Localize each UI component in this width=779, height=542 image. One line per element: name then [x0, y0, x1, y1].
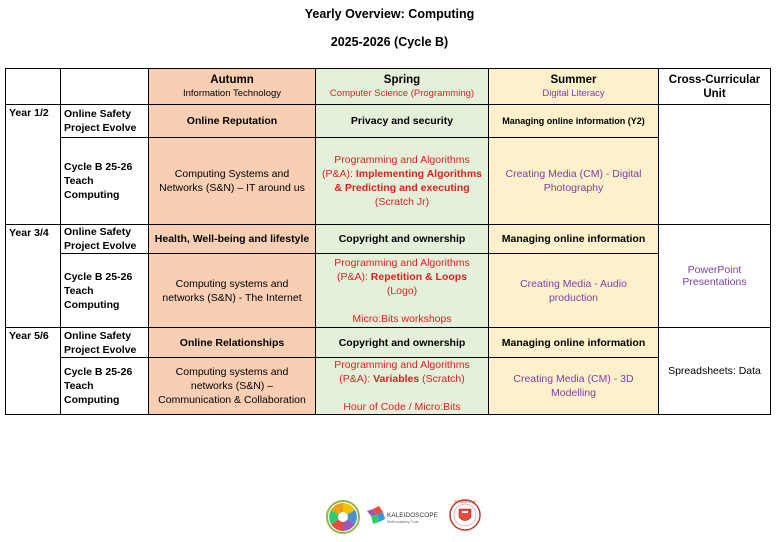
spring-teach-computing: Programming and Algorithms (P&A): Variables (Scratch) Hour of Code / Micro:Bits — [316, 358, 489, 415]
blank-header — [6, 69, 61, 105]
spring-online-safety: Copyright and ownership — [316, 225, 489, 254]
page-subtitle: 2025-2026 (Cycle B) — [330, 35, 449, 49]
logo-strip — [323, 497, 483, 537]
autumn-teach-computing: Computing systems and networks (S&N) – Communication & Collaboration — [149, 358, 316, 415]
summer-header: Summer Digital Literacy — [489, 69, 659, 105]
table-row — [6, 358, 771, 415]
kaleidoscope-logo — [367, 506, 439, 524]
spring-online-safety: Privacy and security — [316, 105, 489, 138]
logos-graphic — [323, 497, 483, 537]
summer-teach-computing: Creating Media - Audio production — [489, 254, 659, 328]
header-row — [6, 69, 771, 105]
autumn-online-safety: Online Relationships — [149, 328, 316, 358]
online-safety-label: Online Safety Project Evolve — [61, 328, 149, 358]
autumn-online-safety: Health, Well-being and lifestyle — [149, 225, 316, 254]
autumn-online-safety: Online Reputation — [149, 105, 316, 138]
table-row — [6, 138, 771, 225]
online-safety-label: Online Safety Project Evolve — [61, 105, 149, 138]
autumn-header: Autumn Information Technology — [149, 69, 316, 105]
teach-computing-label: Cycle B 25-26 Teach Computing — [61, 358, 149, 415]
autumn-teach-computing: Computing Systems and Networks (S&N) – IT around us — [149, 138, 316, 225]
spring-header: Spring Computer Science (Programming) — [316, 69, 489, 105]
table-row — [6, 328, 771, 358]
page-title: Yearly Overview: Computing — [304, 7, 475, 21]
table-row — [6, 254, 771, 328]
kaleidoscope-wordmark: KALEIDOSCOPE — [387, 512, 438, 519]
crest-text: ST MARTIN'S — [454, 500, 476, 504]
spring-teach-computing: Programming and Algorithms (P&A): Implementing Algorithms & Predicting and executing (Scratch Jr) — [316, 138, 489, 225]
summer-online-safety: Managing online information — [489, 328, 659, 358]
school-crest-logo — [450, 500, 480, 530]
cross-curricular-cell: Spreadsheets: Data — [659, 328, 771, 415]
year-label: Year 3/4 — [6, 225, 61, 328]
table-row — [6, 225, 771, 254]
cross-curricular-cell: PowerPoint Presentations — [659, 225, 771, 328]
table-row — [6, 105, 771, 138]
year-label: Year 1/2 — [6, 105, 61, 225]
online-safety-label: Online Safety Project Evolve — [61, 225, 149, 254]
summer-teach-computing: Creating Media (CM) - Digital Photography — [489, 138, 659, 225]
spring-online-safety: Copyright and ownership — [316, 328, 489, 358]
blank-header — [61, 69, 149, 105]
summer-online-safety: Managing online information — [489, 225, 659, 254]
school-circle-logo — [327, 501, 359, 533]
kaleidoscope-tagline: Multi Academy Trust — [387, 520, 419, 524]
summer-teach-computing: Creating Media (CM) - 3D Modelling — [489, 358, 659, 415]
teach-computing-label: Cycle B 25-26 Teach Computing — [61, 254, 149, 328]
summer-online-safety: Managing online information (Y2) — [489, 105, 659, 138]
teach-computing-label: Cycle B 25-26 Teach Computing — [61, 138, 149, 225]
overview-table — [5, 68, 771, 415]
cross-curricular-header: Cross-Curricular Unit — [659, 69, 771, 105]
spring-teach-computing: Programming and Algorithms (P&A): Repetition & Loops (Logo) Micro:Bits workshops — [316, 254, 489, 328]
cross-curricular-cell — [659, 105, 771, 225]
autumn-teach-computing: Computing systems and networks (S&N) - The Internet — [149, 254, 316, 328]
year-label: Year 5/6 — [6, 328, 61, 415]
